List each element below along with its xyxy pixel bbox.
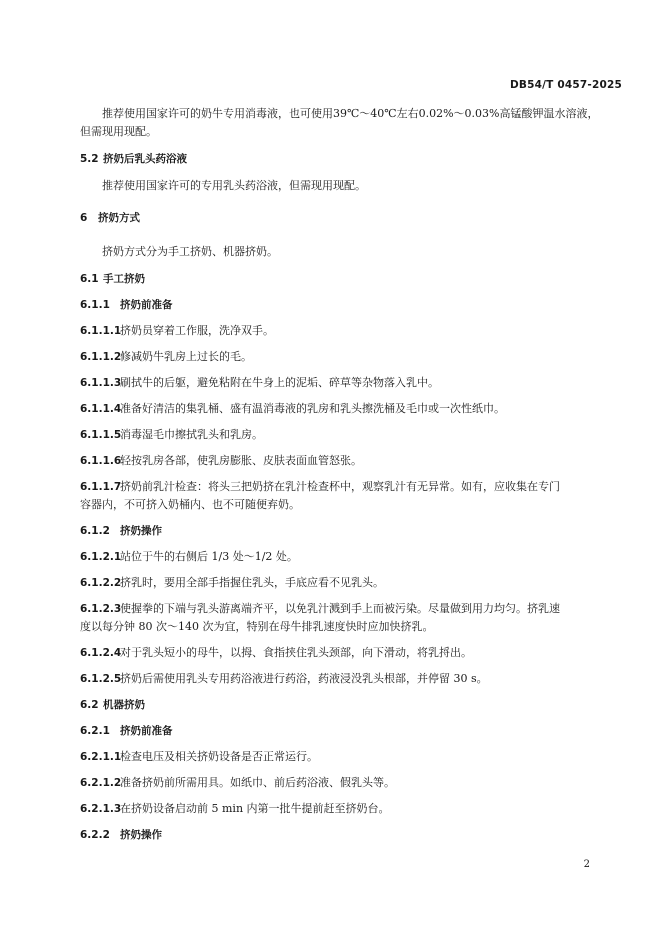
section-number: 6.1.1 — [80, 299, 110, 311]
clause-text: 轻按乳房各部，使乳房膨胀、皮肤表面血管怒张。 — [120, 454, 362, 467]
clause-number: 6.1.1.4 — [80, 403, 122, 415]
clause-text: 检查电压及相关挤奶设备是否正常运行。 — [120, 750, 318, 763]
section-number: 6.2 — [80, 699, 99, 711]
section-number: 6.1.2 — [80, 525, 110, 537]
clause-text: 消毒湿毛巾擦拭乳头和乳房。 — [120, 428, 263, 441]
clause-item — [80, 802, 390, 816]
clause-item — [80, 350, 252, 364]
section-title: 机器挤奶 — [103, 699, 145, 711]
section-number: 6.1 — [80, 273, 99, 285]
clause-text-continuation: 容器内，不可挤入奶桶内、也不可随便弃奶。 — [80, 498, 300, 511]
paragraph-disinfectant-line2: 但需现用现配。 — [80, 125, 157, 138]
clause-item — [80, 550, 298, 564]
clause-number: 6.1.1.7 — [80, 481, 122, 493]
section-heading-6-1 — [80, 272, 145, 286]
section-title: 挤奶前准备 — [120, 725, 173, 737]
section-title: 挤奶操作 — [120, 525, 162, 537]
section-heading-6-1-1 — [80, 298, 173, 312]
clause-number: 6.1.2.4 — [80, 647, 122, 659]
clause-text: 准备好清洁的集乳桶、盛有温消毒液的乳房和乳头擦洗桶及毛巾或一次性纸巾。 — [120, 402, 505, 415]
clause-number: 6.1.2.1 — [80, 551, 122, 563]
paragraph-disinfectant-line1: 推荐使用国家许可的奶牛专用消毒液，也可使用39℃～40℃左右0.02%～0.03%高锰酸钾温水溶液， — [102, 107, 599, 120]
clause-number: 6.2.1.1 — [80, 751, 122, 763]
clause-number: 6.1.1.2 — [80, 351, 122, 363]
clause-item — [80, 480, 560, 494]
section-title: 挤奶前准备 — [120, 299, 173, 311]
clause-item — [80, 402, 505, 416]
section-number: 6 — [80, 212, 88, 224]
clause-text: 使握拳的下端与乳头游离端齐平，以免乳汁溅到手上而被污染。尽量做到用力均匀。挤乳速 — [120, 602, 560, 615]
clause-item — [80, 454, 362, 468]
clause-text: 在挤奶设备启动前 5 min 内第一批牛提前赶至挤奶台。 — [120, 802, 390, 815]
section-heading-5-2 — [80, 152, 187, 166]
clause-item — [80, 376, 439, 390]
section-number: 5.2 — [80, 153, 99, 165]
page-number: 2 — [583, 859, 590, 870]
section-title: 挤奶后乳头药浴液 — [103, 153, 187, 165]
clause-item — [80, 750, 318, 764]
section-title: 挤奶方式 — [98, 212, 140, 224]
clause-number: 6.1.1.5 — [80, 429, 122, 441]
clause-text: 准备挤奶前所需用具。如纸巾、前后药浴液、假乳头等。 — [120, 776, 395, 789]
clause-number: 6.1.2.3 — [80, 603, 122, 615]
clause-item — [80, 324, 274, 338]
section-heading-6-2-1 — [80, 724, 173, 738]
clause-number: 6.1.1.6 — [80, 455, 122, 467]
clause-number: 6.2.1.3 — [80, 803, 122, 815]
clause-text: 挤乳时，要用全部手指握住乳头，手底应看不见乳头。 — [120, 576, 384, 589]
section-number: 6.2.2 — [80, 829, 110, 841]
clause-item — [80, 428, 263, 442]
clause-number: 6.1.2.2 — [80, 577, 122, 589]
clause-text: 挤奶前乳汁检查：将头三把奶挤在乳汁检查杯中，观察乳汁有无异常。如有，应收集在专门 — [120, 480, 560, 493]
clause-number: 6.1.1.3 — [80, 377, 122, 389]
section-title: 手工挤奶 — [103, 273, 145, 285]
clause-text: 对于乳头短小的母牛，以拇、食指挟住乳头颈部，向下滑动，将乳捋出。 — [120, 646, 472, 659]
section-title: 挤奶操作 — [120, 829, 162, 841]
clause-text: 挤奶员穿着工作服，洗净双手。 — [120, 324, 274, 337]
clause-item — [80, 672, 488, 686]
section-heading-6-2-2 — [80, 828, 162, 842]
section-heading-6-1-2 — [80, 524, 162, 538]
clause-number: 6.1.2.5 — [80, 673, 122, 685]
clause-item — [80, 576, 384, 590]
paragraph-5-2: 推荐使用国家许可的专用乳头药浴液，但需现用现配。 — [102, 179, 366, 192]
section-heading-6-2 — [80, 698, 145, 712]
clause-text-continuation: 度以每分钟 80 次～140 次为宜，特别在母牛排乳速度快时应加快挤乳。 — [80, 620, 434, 633]
clause-text: 站位于牛的右侧后 1/3 处～1/2 处。 — [120, 550, 298, 563]
section-heading-6 — [80, 211, 140, 225]
paragraph-6: 挤奶方式分为手工挤奶、机器挤奶。 — [102, 245, 278, 258]
clause-text: 刷拭牛的后躯，避免粘附在牛身上的泥垢、碎草等杂物落入乳中。 — [120, 376, 439, 389]
section-number: 6.2.1 — [80, 725, 110, 737]
clause-text: 挤奶后需使用乳头专用药浴液进行药浴，药液浸没乳头根部，并停留 30 s。 — [120, 672, 488, 685]
clause-number: 6.2.1.2 — [80, 777, 122, 789]
clause-number: 6.1.1.1 — [80, 325, 122, 337]
document-code: DB54/T 0457-2025 — [510, 79, 622, 91]
clause-item — [80, 776, 395, 790]
clause-text: 修减奶牛乳房上过长的毛。 — [120, 350, 252, 363]
clause-item — [80, 602, 560, 616]
clause-item — [80, 646, 472, 660]
